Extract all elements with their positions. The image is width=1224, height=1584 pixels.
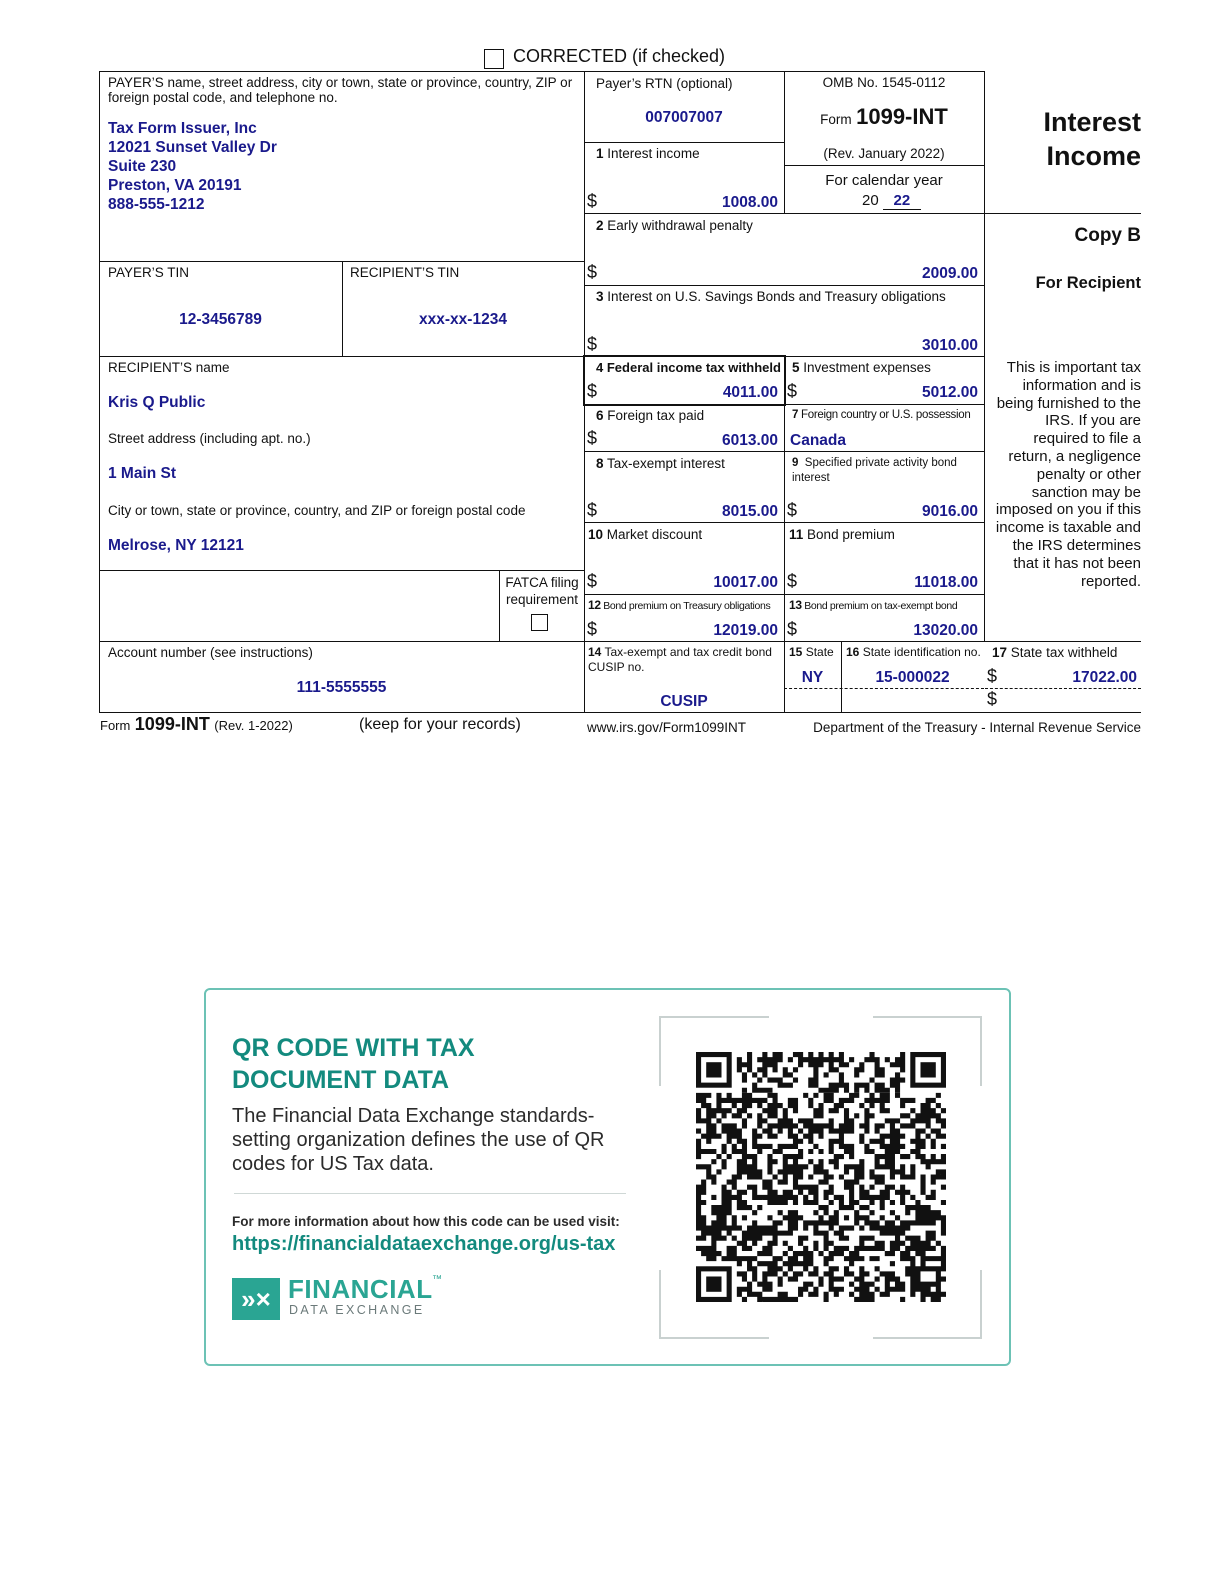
box6-value: 6013.00 — [721, 432, 778, 449]
box2-label: 2 Early withdrawal penalty — [596, 218, 753, 233]
qr-divider — [234, 1193, 626, 1194]
street-label: Street address (including apt. no.) — [108, 431, 311, 446]
payer-name: Tax Form Issuer, Inc — [108, 120, 257, 137]
qr-heading — [232, 1032, 475, 1096]
qr-heading-line1: QR CODE WITH TAX — [232, 1034, 475, 1062]
box5-dollar: $ — [787, 381, 798, 401]
recipient-city: Melrose, NY 12121 — [108, 537, 244, 554]
box8-dollar: $ — [587, 500, 598, 520]
box3-label: 3 Interest on U.S. Savings Bonds and Treasury obligations — [596, 289, 946, 304]
cal-year-label: For calendar year — [825, 172, 943, 189]
recipient-name-label: RECIPIENT’S name — [108, 360, 230, 375]
box4-dollar: $ — [587, 381, 598, 401]
box17-value: 17022.00 — [1072, 669, 1137, 686]
rtn-value: 007007007 — [645, 109, 723, 126]
qr-body-text: The Financial Data Exchange standards-setting organization defines the use of QR codes for US Tax data. — [232, 1105, 605, 1175]
box11-dollar: $ — [787, 571, 798, 591]
box7-label: 7 Foreign country or U.S. possession — [792, 409, 971, 421]
fdx-logo-word1: FINANCIAL — [288, 1274, 433, 1304]
box2-dollar: $ — [587, 262, 598, 282]
box7-value: Canada — [790, 432, 846, 449]
rtn-label: Payer’s RTN (optional) — [596, 76, 733, 91]
qr-heading-line2: DOCUMENT DATA — [232, 1066, 450, 1094]
payer-street: 12021 Sunset Valley Dr — [108, 139, 277, 156]
corrected-checkbox[interactable] — [484, 49, 504, 69]
form-name: 1099-INT — [856, 104, 948, 129]
box1-label: 1 Interest income — [596, 146, 700, 161]
box5-label: 5 Investment expenses — [792, 360, 931, 375]
city-label: City or town, state or province, country, and ZIP or foreign postal code — [108, 503, 526, 518]
year-prefix: 20 — [862, 192, 879, 209]
form-id — [784, 104, 984, 130]
fdx-logo — [232, 1274, 472, 1322]
box12-dollar: $ — [587, 619, 598, 639]
box1-value: 1008.00 — [721, 194, 778, 211]
box3-dollar: $ — [587, 334, 598, 354]
box14-value: CUSIP — [660, 693, 708, 710]
box6-dollar: $ — [587, 428, 598, 448]
box13-dollar: $ — [787, 619, 798, 639]
box5-value: 5012.00 — [921, 384, 978, 401]
box17-dollar: $ — [987, 666, 998, 686]
box10-value: 10017.00 — [713, 574, 778, 591]
box10-label: 10 Market discount — [588, 527, 703, 542]
box11-label: 11 Bond premium — [789, 527, 895, 542]
payer-city: Preston, VA 20191 — [108, 177, 242, 194]
form-title — [990, 105, 1141, 173]
omb-number: OMB No. 1545-0112 — [822, 75, 946, 90]
qr-code — [696, 1052, 946, 1302]
box14-label: 14 Tax-exempt and tax credit bond CUSIP no. — [588, 645, 772, 674]
box15-label: 15 State — [789, 645, 834, 659]
fdx-logo-tm: ™ — [432, 1274, 442, 1285]
box17-label: 17 State tax withheld — [992, 645, 1118, 660]
for-recipient: For Recipient — [1035, 274, 1141, 292]
qr-more-info: For more information about how this code can be used visit: — [232, 1214, 620, 1229]
box15-value: NY — [801, 669, 824, 686]
cal-year — [862, 192, 921, 210]
box10-dollar: $ — [587, 571, 598, 591]
box4-label: 4 Federal income tax withheld — [596, 360, 781, 375]
recipient-tin: xxx-xx-1234 — [419, 311, 507, 328]
title-line2: Income — [1046, 141, 1141, 171]
corrected-label: CORRECTED (if checked) — [513, 46, 726, 66]
fdx-logo-mark: »× — [232, 1278, 280, 1320]
title-line1: Interest — [1043, 107, 1141, 137]
box16-value: 15-000022 — [875, 669, 950, 686]
account-label: Account number (see instructions) — [108, 645, 313, 660]
box12-label: 12 Bond premium on Treasury obligations — [588, 598, 771, 612]
form-prefix: Form — [820, 112, 852, 127]
payer-tin: 12-3456789 — [179, 311, 262, 328]
payer-tin-label: PAYER’S TIN — [108, 265, 190, 280]
account-number: 111-5555555 — [296, 679, 387, 696]
box11-value: 11018.00 — [914, 574, 978, 591]
footer-url: www.irs.gov/Form1099INT — [587, 720, 747, 735]
important-notice: This is important tax information and is being furnished to the IRS. If you are required to file a return, a negligence penalty or other sanction may be imposed on you if this income is taxable and the IRS determines that it has not been reported. — [995, 359, 1141, 590]
qr-info-panel — [204, 988, 1011, 1366]
box8-label: 8 Tax-exempt interest — [596, 456, 725, 471]
payer-phone: 888-555-1212 — [108, 196, 205, 213]
box8-value: 8015.00 — [721, 503, 778, 520]
box3-value: 3010.00 — [921, 337, 978, 354]
footer-form-name: 1099-INT — [134, 714, 210, 734]
qr-link[interactable]: https://financialdataexchange.org/us-tax — [232, 1233, 616, 1255]
box1-dollar: $ — [587, 191, 598, 211]
fatca-label: FATCA filing requirement — [505, 575, 579, 607]
box13-label: 13 Bond premium on tax-exempt bond — [789, 598, 958, 612]
payer-info-label: PAYER’S name, street address, city or town, state or province, country, ZIP or foreign postal code, and telephone no. — [108, 75, 573, 105]
year-value: 22 — [883, 192, 921, 210]
box2-value: 2009.00 — [921, 265, 978, 282]
box6-label: 6 Foreign tax paid — [596, 408, 705, 423]
box16-label: 16 State identification no. — [846, 645, 981, 659]
fatca-checkbox[interactable] — [531, 614, 548, 631]
box9-label: 9 Specified private activity bond interest — [792, 457, 957, 484]
box9-dollar: $ — [787, 500, 798, 520]
footer-rev: (Rev. 1-2022) — [214, 718, 293, 733]
box12-value: 12019.00 — [713, 622, 778, 639]
form-rev: (Rev. January 2022) — [823, 146, 945, 161]
recipient-tin-label: RECIPIENT’S TIN — [350, 265, 460, 280]
footer-keep: (keep for your records) — [359, 716, 521, 733]
recipient-street: 1 Main St — [108, 465, 177, 482]
footer-dept: Department of the Treasury - Internal Revenue Service — [813, 720, 1141, 735]
box13-value: 13020.00 — [913, 622, 978, 639]
payer-suite: Suite 230 — [108, 158, 177, 175]
box4-value: 4011.00 — [722, 384, 778, 401]
recipient-name: Kris Q Public — [108, 394, 206, 411]
footer-form-id — [100, 714, 293, 735]
copy-label: Copy B — [1074, 225, 1141, 246]
box17-dollar-2: $ — [987, 689, 998, 709]
fdx-logo-word2: DATA EXCHANGE — [289, 1303, 425, 1317]
footer-form-prefix: Form — [100, 718, 131, 733]
box9-value: 9016.00 — [921, 503, 978, 520]
